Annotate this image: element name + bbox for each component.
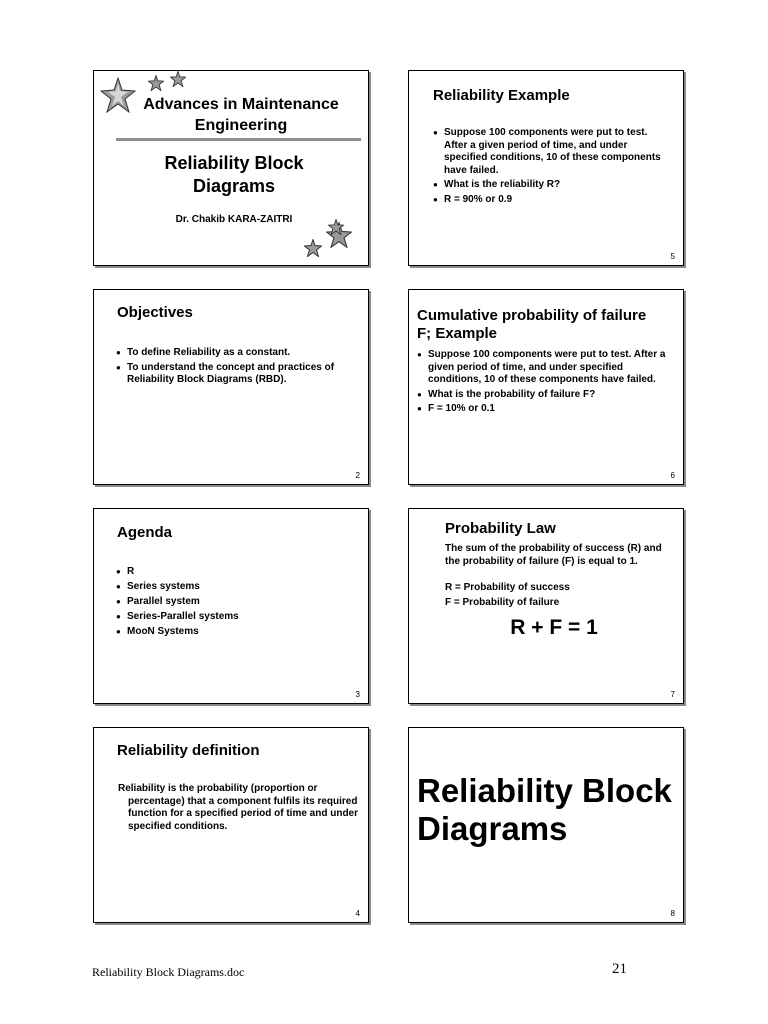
presentation-title: Advances in Maintenance Engineering: [143, 96, 339, 134]
slide-number: 7: [670, 690, 675, 699]
presentation-subtitle: Reliability Block Diagrams: [164, 153, 304, 196]
slide-heading: Reliability definition: [117, 742, 260, 759]
slide-number: 8: [670, 909, 675, 918]
title-underline: [116, 138, 361, 141]
star-decoration-icon: [148, 75, 164, 91]
bullet-item: ● What is the reliability R?: [433, 179, 669, 192]
equation: R + F = 1: [510, 616, 598, 639]
bullet-item: ● Series systems: [116, 581, 336, 594]
slide-number: 4: [355, 909, 360, 918]
bullet-item: ● Suppose 100 components were put to test. After a given period of time, and under specified conditions, 10 of these components have failed.: [417, 349, 679, 387]
slide-heading: Probability Law: [445, 520, 556, 537]
slide-5-reliability-example: [408, 70, 684, 266]
slide-number: 3: [355, 690, 360, 699]
author-name: Dr. Chakib KARA-ZAITRI: [175, 214, 293, 225]
slide-number: 6: [670, 471, 675, 480]
bullet-item: ● To define Reliability as a constant.: [116, 347, 336, 360]
star-decoration-icon: [328, 219, 344, 235]
definition-f: F = Probability of failure: [445, 597, 560, 608]
bullet-item: ● Parallel system: [116, 596, 336, 609]
document-filename: Reliability Block Diagrams.doc: [92, 965, 245, 979]
definition-r: R = Probability of success: [445, 582, 570, 593]
slide-heading: Objectives: [117, 304, 193, 321]
bullet-item: ● F = 10% or 0.1: [417, 403, 679, 416]
page-number: 21: [612, 961, 627, 977]
bullet-item: ● To understand the concept and practices of Reliability Block Diagrams (RBD).: [116, 362, 336, 387]
bullet-list: [116, 347, 336, 387]
star-decoration-icon: [304, 239, 322, 257]
slide-8-section-title: [408, 727, 684, 923]
definition-text: Reliability is the probability (proportion or percentage) that a component fulfils its required function for a specified period of time and under specified conditions.: [118, 783, 359, 832]
slide-7-probability-law: [408, 508, 684, 704]
bullet-item: ● R: [116, 566, 336, 579]
bullet-item: ● Suppose 100 components were put to test. After a given period of time, and under specified conditions, 10 of these components have failed.: [433, 127, 669, 177]
bullet-item: ● What is the probability of failure F?: [417, 389, 679, 402]
law-text: The sum of the probability of success (R) and the probability of failure (F) is equal to 1.: [445, 543, 662, 567]
section-title: Reliability Block Diagrams: [417, 772, 672, 847]
slide-number: 5: [670, 252, 675, 261]
slide-6-cumulative-failure: [408, 289, 684, 485]
bullet-item: ● Series-Parallel systems: [116, 611, 336, 624]
slide-heading: Agenda: [117, 524, 173, 541]
bullet-item: ● MooN Systems: [116, 626, 336, 639]
slide-2-objectives: [93, 289, 369, 485]
slide-1-title: [93, 70, 369, 266]
slide-heading: Cumulative probability of failure F; Example: [417, 307, 647, 342]
bullet-item: ● R = 90% or 0.9: [433, 194, 669, 207]
bullet-list: [417, 349, 679, 416]
star-decoration-icon: [170, 71, 186, 87]
bullet-list: [116, 566, 336, 641]
slide-4-reliability-definition: [93, 727, 369, 923]
slide-3-agenda: [93, 508, 369, 704]
slide-heading: Reliability Example: [433, 87, 570, 104]
bullet-list: [433, 127, 669, 206]
slide-number: 2: [355, 471, 360, 480]
